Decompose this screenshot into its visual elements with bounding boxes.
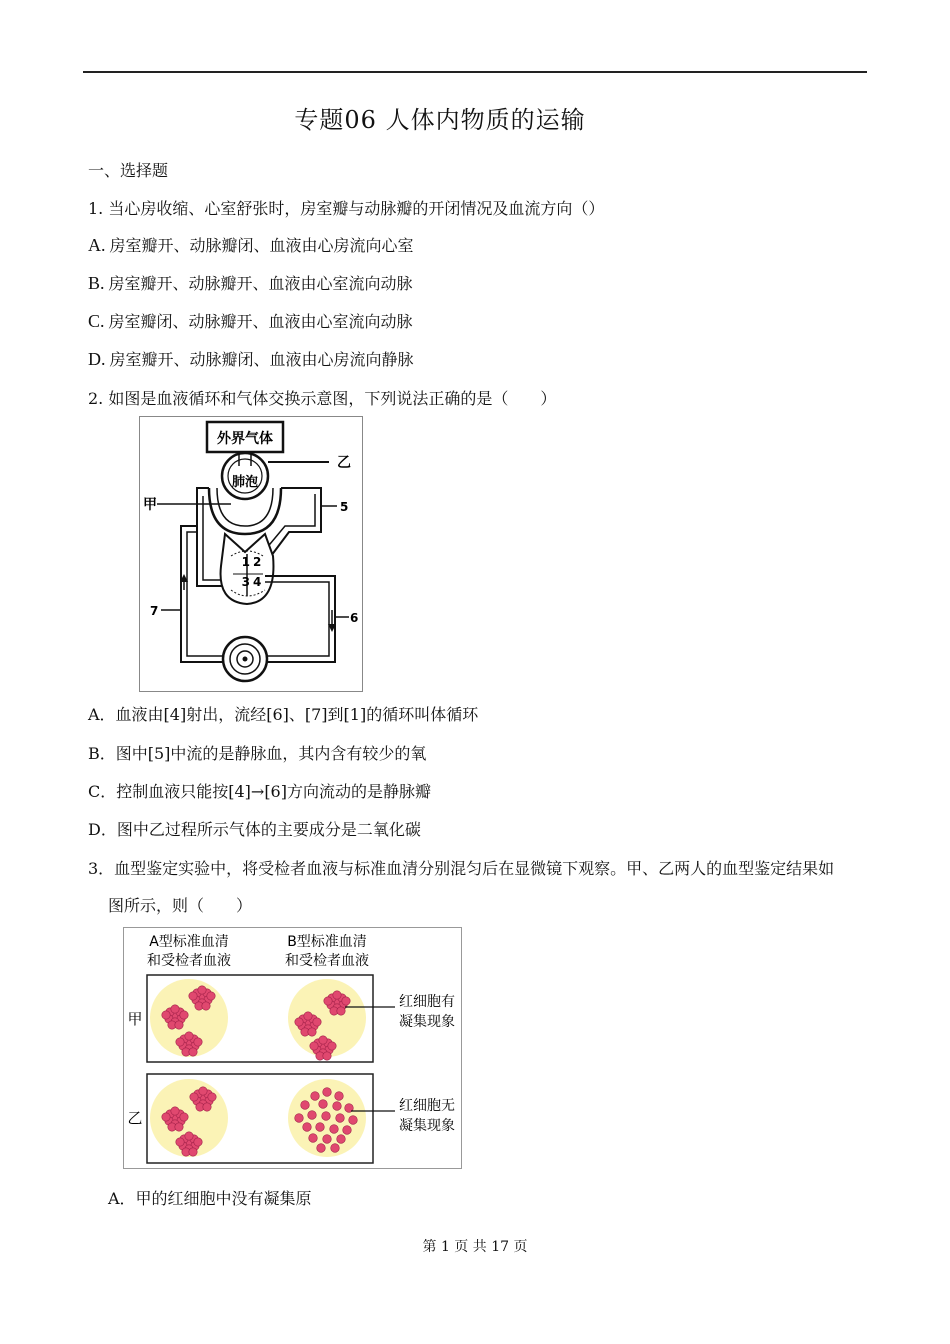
rbc-clump-cell [337, 1007, 345, 1015]
rbc-clump-cell [333, 991, 341, 999]
rbc-clump-cell [313, 1018, 321, 1026]
rbc-clump-cell [310, 1042, 318, 1050]
option-text: 房室瓣开、动脉瓣闭、血液由心房流向心室 [109, 236, 414, 255]
page-footer: 第 1 页 共 17 页 [422, 1239, 528, 1255]
rbc-clump-cell [194, 1038, 202, 1046]
q3-stem-line1: 3．血型鉴定实验中，将受检者血液与标准血清分别混匀后在显微镜下观察。甲、乙两人的血型鉴定结果如 [88, 859, 835, 878]
rbc-clump-cell [207, 992, 215, 1000]
q2-option-b: B．图中[5]中流的是静脉血，其内含有较少的氧 [88, 744, 427, 763]
rbc-dispersed-cell [311, 1092, 320, 1101]
label-yi: 乙 [337, 455, 351, 471]
rbc-clump-cell [180, 1011, 188, 1019]
rbc-dispersed-cell [303, 1123, 312, 1132]
rbc-clump-cell [189, 1148, 197, 1156]
rbc-clump-cell [190, 1093, 198, 1101]
header-rule [83, 71, 867, 73]
note-noagg-1: 红细胞无 [399, 1098, 455, 1114]
rbc-clump-cell [208, 1093, 216, 1101]
option-letter: D. [88, 349, 106, 369]
rbc-dispersed-cell [316, 1123, 325, 1132]
q2-stem: 2. 如图是血液循环和气体交换示意图，下列说法正确的是（ ） [88, 389, 557, 408]
rbc-clump-cell [162, 1011, 170, 1019]
label-jia: 甲 [143, 497, 157, 513]
rbc-clump-cell [202, 1002, 210, 1010]
rbc-clump-cell [171, 1107, 179, 1115]
q1-option-d [88, 347, 414, 370]
rbc-clump-cell [185, 1132, 193, 1140]
q2-option-d: D．图中乙过程所示气体的主要成分是二氧化碳 [88, 820, 421, 839]
rbc-dispersed-cell [317, 1144, 326, 1153]
rbc-clump-cell [162, 1113, 170, 1121]
rbc-dispersed-cell [308, 1111, 317, 1120]
rbc-clump-cell [295, 1018, 303, 1026]
rbc-clump-cell [324, 997, 332, 1005]
option-text: 房室瓣开、动脉瓣开、血液由心室流向动脉 [108, 274, 413, 293]
rbc-clump-cell [323, 1052, 331, 1060]
rbc-clump-cell [199, 1087, 207, 1095]
rbc-clump-cell [180, 1113, 188, 1121]
rbc-dispersed-cell [337, 1135, 346, 1144]
q1-option-b [88, 271, 413, 294]
label-3: 3 [241, 575, 250, 589]
rbc-clump-cell [308, 1028, 316, 1036]
blood-type-figure [123, 927, 462, 1169]
option-text: 房室瓣闭、动脉瓣开、血液由心室流向动脉 [108, 312, 413, 331]
label-7: 7 [150, 604, 159, 618]
rbc-clump-cell [328, 1042, 336, 1050]
alveolus-label: 肺泡 [231, 475, 259, 490]
q3-option-a: A．甲的红细胞中没有凝集原 [108, 1189, 312, 1208]
rbc-clump-cell [194, 1138, 202, 1146]
label-4: 4 [253, 575, 262, 589]
rbc-dispersed-cell [343, 1126, 352, 1135]
row-jia-label: 甲 [127, 1010, 143, 1028]
option-letter: C. [88, 311, 105, 331]
rbc-dispersed-cell [335, 1092, 344, 1101]
rbc-clump-cell [198, 986, 206, 994]
rbc-clump-cell [304, 1012, 312, 1020]
option-letter: B. [88, 273, 105, 293]
rbc-dispersed-cell [336, 1114, 345, 1123]
rbc-clump-cell [176, 1038, 184, 1046]
label-5: 5 [340, 500, 349, 514]
rbc-clump-cell [189, 992, 197, 1000]
outside-air-label: 外界气体 [217, 431, 273, 447]
label-2: 2 [253, 555, 262, 569]
rbc-dispersed-cell [323, 1088, 332, 1097]
rbc-clump-cell [319, 1036, 327, 1044]
rbc-clump-cell [342, 997, 350, 1005]
rbc-dispersed-cell [295, 1114, 304, 1123]
note-noagg-2: 凝集现象 [399, 1118, 455, 1134]
option-letter: A. [88, 235, 106, 255]
label-6: 6 [350, 611, 359, 625]
col-b-heading-2: 和受检者血液 [285, 953, 369, 969]
col-b-heading-1: B型标准血清 [287, 934, 367, 950]
rbc-dispersed-cell [309, 1134, 318, 1143]
q2-option-a: A．血液由[4]射出，流经[6]、[7]到[1]的循环叫体循环 [88, 705, 479, 724]
circulation-diagram [139, 416, 363, 692]
page-title: 专题06 人体内物质的运输 [294, 106, 586, 134]
q1-option-c [88, 309, 413, 332]
label-1: 1 [241, 555, 250, 569]
q1-option-a [88, 233, 414, 256]
rbc-clump-cell [189, 1048, 197, 1056]
rbc-dispersed-cell [349, 1116, 358, 1125]
rbc-dispersed-cell [322, 1112, 331, 1121]
col-a-heading-1: A型标准血清 [149, 934, 229, 950]
rbc-clump-cell [176, 1138, 184, 1146]
option-text: 房室瓣开、动脉瓣闭、血液由心房流向静脉 [109, 350, 414, 369]
rbc-clump-cell [203, 1103, 211, 1111]
rbc-dispersed-cell [330, 1125, 339, 1134]
row-yi-label: 乙 [127, 1109, 143, 1127]
rbc-clump-cell [175, 1021, 183, 1029]
rbc-clump-cell [185, 1032, 193, 1040]
rbc-dispersed-cell [301, 1101, 310, 1110]
q2-option-c: C．控制血液只能按[4]→[6]方向流动的是静脉瓣 [88, 782, 431, 801]
col-a-heading-2: 和受检者血液 [147, 953, 231, 969]
rbc-dispersed-cell [331, 1144, 340, 1153]
q1-stem: 1. 当心房收缩、心室舒张时，房室瓣与动脉瓣的开闭情况及血流方向（） [88, 199, 605, 218]
section-heading: 一、选择题 [88, 161, 169, 180]
rbc-clump-cell [171, 1005, 179, 1013]
rbc-dispersed-cell [323, 1135, 332, 1144]
rbc-clump-cell [175, 1123, 183, 1131]
q3-stem-line2: 图所示，则（ ） [108, 896, 253, 915]
rbc-dispersed-cell [319, 1100, 328, 1109]
rbc-dispersed-cell [333, 1102, 342, 1111]
note-agg-2: 凝集现象 [399, 1014, 455, 1030]
note-agg-1: 红细胞有 [399, 994, 455, 1010]
